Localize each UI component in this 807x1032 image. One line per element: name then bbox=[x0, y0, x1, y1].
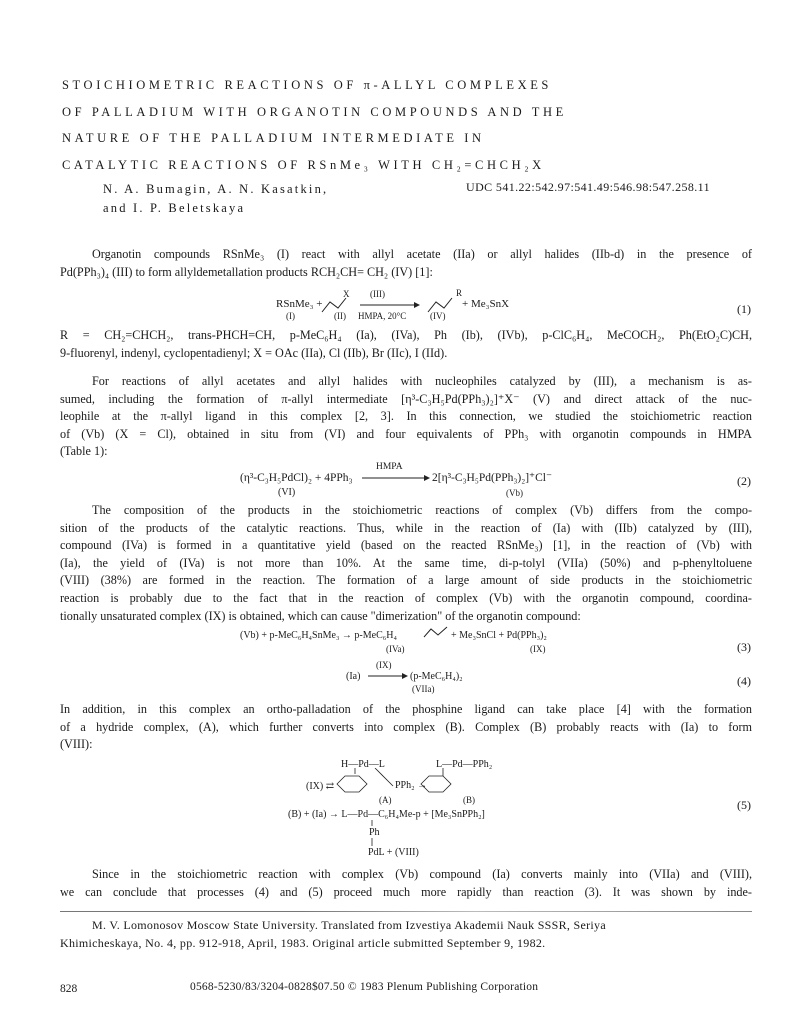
eq1-r-label: R bbox=[456, 288, 463, 298]
eq3-left: (Vb) + p-MeC₆H₄SnMe₃ → p-MeC₆H₄ bbox=[240, 630, 397, 641]
eq4-right-label: (VIIa) bbox=[412, 684, 435, 694]
text-line: (Table 1): bbox=[60, 444, 108, 459]
authors-line: and I. P. Beletskaya bbox=[103, 201, 246, 215]
eq2-right-label: (Vb) bbox=[506, 488, 523, 498]
text-line: The composition of the products in the stoichiometric reactions of complex (Vb) differs from the compo- bbox=[92, 503, 752, 517]
equation-number: (3) bbox=[737, 640, 751, 654]
eq5-ix: (IX) ⇄ bbox=[306, 781, 335, 792]
text-line: For reactions of allyl acetates and allyl halides with nucleophiles catalyzed by (III), a mechanism is as- bbox=[92, 374, 752, 388]
eq3-label-iva: (IVa) bbox=[386, 644, 405, 654]
text-line: Since in the stoichiometric reaction with complex (Vb) compound (Ia) converts mainly into (VIIa) and (VIII), bbox=[92, 867, 752, 881]
eq5-label-b: (B) bbox=[463, 795, 475, 805]
eq2-left-label: (VI) bbox=[278, 487, 296, 498]
eq1-reactant: RSnMe₃ + bbox=[276, 298, 323, 310]
text-line: we can conclude that processes (4) and (5) proceed much more rapidly than reaction (3). It was shown by inde- bbox=[60, 884, 752, 899]
text-line: In addition, in this complex an ortho-palladation of the phosphine ligand can take place [4] with the formation bbox=[60, 702, 752, 716]
eq1-reactant-label: (I) bbox=[286, 311, 295, 321]
text-line: Organotin compounds RSnMe₃ (I) react with allyl acetate (IIa) or allyl halides (IIb-d) in the presence of bbox=[92, 247, 752, 261]
text-line: R = CH₂=CHCH₂, trans-PHCH=CH, p-MeC₆H₄ (Ia), (IVa), Ph (Ib), (IVb), p-ClC₆H₄, MeCOCH₂, Ph(EtO₂C)CH, bbox=[60, 328, 752, 342]
eq2-left: (η³-C₃H₅PdCl)₂ + 4PPh₃ bbox=[240, 472, 353, 484]
eq5-ph: Ph bbox=[369, 827, 380, 838]
eq1-catalyst: (III) bbox=[370, 289, 385, 299]
text-line: sition of the products of the catalytic reactions. Thus, while in the reaction of (Ia) with (IIb) catalyzed by (III), bbox=[60, 520, 752, 535]
eq4-over: (IX) bbox=[376, 660, 392, 670]
eq4-arrow bbox=[368, 672, 408, 680]
text-line: tionally unsaturated complex (IX) is obtained, which can cause "dimerization" of the organotin compound: bbox=[60, 608, 581, 623]
text-line: Pd(PPh₃)₄ (III) to form allyldemetallation products RCH₂CH= CH₂ (IV) [1]: bbox=[60, 264, 433, 279]
eq5-label-a: (A) bbox=[379, 795, 392, 805]
text-line: (VIII) (38%) are formed in the reaction. The formation of a large amount of side products in the stoichiometric bbox=[60, 573, 752, 588]
eq4-left: (Ia) bbox=[346, 671, 361, 682]
copyright-line: 0568-5230/83/3204-0828$07.50 © 1983 Plenum Publishing Corporation bbox=[190, 981, 539, 993]
eq1-ii-label: (II) bbox=[334, 311, 346, 321]
paragraph-orthopalladation bbox=[60, 701, 752, 754]
title-line: CATALYTIC REACTIONS OF RSnMe₃ WITH CH₂=CHCH₂X bbox=[62, 157, 545, 172]
eq1-conditions: HMPA, 20°C bbox=[358, 311, 407, 321]
eq2-arrow bbox=[362, 474, 430, 482]
equation-number: (5) bbox=[737, 798, 751, 812]
title-line: NATURE OF THE PALLADIUM INTERMEDIATE IN bbox=[62, 131, 485, 145]
article-title bbox=[62, 72, 752, 178]
text-line: (Ia), the yield of (IVa) is not more than 10%. At the same time, di-p-tolyl (VIIa) (50%) and p-phenyltoluene bbox=[60, 555, 752, 570]
paragraph-mechanism bbox=[60, 373, 752, 461]
text-line: reaction is probably due to the fact that in the reaction of complex (Vb) with the organotin compound, coordina- bbox=[60, 590, 752, 605]
text-line: sumed, including the formation of π-allyl intermediate [η³-C₃H₅Pd(PPh₃)₂]⁺X⁻ (V) and direct attack of the nuc- bbox=[60, 391, 752, 406]
footnote-line: Khimicheskaya, No. 4, pp. 912-918, April, 1983. Original article submitted September 9, 1982. bbox=[60, 935, 546, 950]
authors-line: N. A. Bumagin, A. N. Kasatkin, bbox=[103, 182, 329, 196]
text-line: leophile at the π-allyl ligand in this complex [2, 3]. In this connection, we studied the stoichiometric reaction bbox=[60, 409, 752, 424]
equation-number: (1) bbox=[737, 302, 751, 316]
eq5-pph2: PPh₂ → bbox=[395, 780, 428, 791]
eq5-lpdpph: L—Pd—PPh₂ bbox=[436, 759, 493, 770]
paragraph-composition bbox=[60, 502, 752, 625]
text-line: of (Vb) (X = Cl), obtained in situ from (VI) and four equivalents of PPh₃ with organotin compounds in HMPA bbox=[60, 426, 752, 441]
text-line: compound (IVa) is formed in a quantitative yield (based on the reacted RSnMe₃) [1], in the reaction of (Vb) with bbox=[60, 538, 752, 553]
substituent-definitions bbox=[60, 327, 752, 362]
equation-number: (4) bbox=[737, 674, 751, 688]
text-line: of a hydride complex, (A), which further converts into complex (B). Complex (B) probably reacts with (Ia) to form bbox=[60, 719, 752, 734]
eq1-x-label: X bbox=[343, 289, 350, 299]
authors bbox=[103, 180, 328, 218]
footnote-line: M. V. Lomonosov Moscow State University. Translated from Izvestiya Akademii Nauk SSSR, Seriya bbox=[92, 918, 606, 932]
eq5-orthopalladated-structures bbox=[333, 768, 453, 798]
footnote bbox=[60, 917, 752, 952]
eq2-over: HMPA bbox=[376, 462, 403, 472]
text-line: 9-fluorenyl, indenyl, cyclopentadienyl; X = OAc (IIa), Cl (IIb), Br (IIc), I (IId). bbox=[60, 345, 448, 360]
page-number: 828 bbox=[60, 983, 78, 995]
eq3-allyl-structure bbox=[423, 624, 449, 640]
eq5-pdl: PdL + (VIII) bbox=[368, 847, 419, 858]
eq4-right: (p-MeC₆H₄)₂ bbox=[410, 671, 463, 682]
text-line: (VIII): bbox=[60, 737, 93, 752]
eq3-label-ix: (IX) bbox=[530, 644, 546, 654]
eq2-right: 2[η³-C₃H₅Pd(PPh₃)₂]⁺Cl⁻ bbox=[432, 472, 553, 484]
paragraph-intro bbox=[60, 246, 752, 281]
paragraph-conclusion bbox=[60, 866, 752, 901]
equation-number: (2) bbox=[737, 474, 751, 488]
eq5-line2: (B) + (Ia) → L—Pd—C₆H₄Me-p + [Me₃SnPPh₂] bbox=[288, 809, 485, 820]
footnote-rule bbox=[60, 911, 752, 912]
eq5-hpdl: H—Pd—L bbox=[341, 759, 385, 770]
eq1-product: + Me₃SnX bbox=[462, 298, 510, 310]
title-line: STOICHIOMETRIC REACTIONS OF π-ALLYL COMPLEXES bbox=[62, 78, 552, 92]
eq1-iv-label: (IV) bbox=[430, 311, 446, 321]
title-line: OF PALLADIUM WITH ORGANOTIN COMPOUNDS AND THE bbox=[62, 104, 567, 119]
eq3-right: + Me₃SnCl + Pd(PPh₃)₂ bbox=[451, 630, 547, 641]
udc-code: UDC 541.22:542.97:541.49:546.98:547.258.11 bbox=[466, 180, 711, 194]
